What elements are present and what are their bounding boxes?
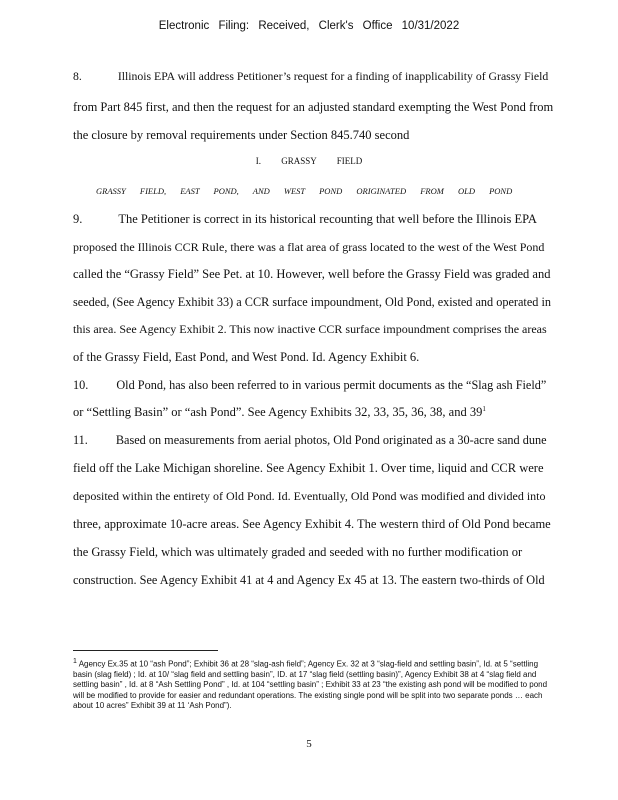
paragraph-11-line-3: deposited within the entirety of Old Pond. Id. Eventually, Old Pond was modified and divided into [73,489,546,503]
paragraph-9-line-5: this area. See Agency Exhibit 2. This now inactive CCR surface impoundment comprises the areas [73,322,547,336]
footnote-marker: 1 [73,658,77,665]
paragraph-8-line-1 [73,70,553,83]
filing-header: Electronic Filing: Received, Clerk's Office 10/31/2022 [158,20,460,32]
paragraph-number: 8. [73,70,82,83]
paragraph-text: or “Settling Basin” or “ash Pond”. See Agency Exhibits 32, 33, 35, 36, 38, and 39 [73,405,483,420]
paragraph-9-line-4: seeded, (See Agency Exhibit 33) a CCR surface impoundment, Old Pond, existed and operated in [73,295,551,309]
paragraph-11-line-4: three, approximate 10-acre areas. See Agency Exhibit 4. The western third of Old Pond became [73,517,551,531]
paragraph-text: The Petitioner is correct in its historical recounting that well before the Illinois EPA [118,212,537,226]
paragraph-text: Old Pond, has also been referred to in various permit documents as the “Slag ash Field” [116,378,547,392]
section-heading: I. GRASSY FIELD [255,156,363,166]
paragraph-9-line-6: of the Grassy Field, East Pond, and West Pond. Id. Agency Exhibit 6. [73,350,420,364]
footnote [73,657,551,711]
paragraph-11-line-1 [73,433,553,448]
paragraph-number: 11. [73,433,88,447]
footnote-divider [73,650,218,651]
paragraph-11-line-5: the Grassy Field, which was ultimately graded and seeded with no further modification or [73,545,523,559]
paragraph-text: Based on measurements from aerial photos, Old Pond originated as a 30-acre sand dune [115,433,547,447]
paragraph-9-line-3: called the “Grassy Field” See Pet. at 10. However, well before the Grassy Field was graded and [73,267,551,281]
paragraph-11-line-2: field off the Lake Michigan shoreline. See Agency Exhibit 1. Over time, liquid and CCR were [73,461,544,475]
paragraph-10-line-1 [73,378,553,393]
paragraph-8-line-2: from Part 845 first, and then the request for an adjusted standard exempting the West Pond from [73,100,554,114]
paragraph-number: 10. [73,378,89,392]
footnote-reference[interactable]: 1 [482,405,486,413]
paragraph-9-line-2: proposed the Illinois CCR Rule, there was a flat area of grass located to the west of the West Pond [73,240,545,254]
paragraph-10-line-2 [73,405,553,420]
page-number: 5 [306,738,312,750]
paragraph-9-line-1 [73,212,553,227]
section-subheading: GRASSY FIELD, EAST POND, AND WEST POND ORIGINATED FROM OLD POND [96,186,513,196]
paragraph-text: Illinois EPA will address Petitioner’s request for a finding of inapplicability of Grassy Field [117,70,549,83]
paragraph-number: 9. [73,212,83,226]
paragraph-8-line-3: the closure by removal requirements under Section 845.740 second [73,128,410,142]
footnote-text: Agency Ex.35 at 10 “ash Pond”; Exhibit 36 at 28 “slag-ash field”; Agency Ex. 32 at 3 “slag-field and settling basin”, Id. at 5 “settling basin (slag field) ; Id. at 10/ “slag field and settling basin”, ID. at 17 “slag field (settling basin)”, Agency Exhibit 38 at 4 “slag field and settling basin” , Id. at 8 “Ash Settling Pond” , Id. at 104 “settling basin” ; Exhibit 33 at 23 “the existing ash pond will be modified to pond will be modified to provide for easier and redundant operations. The existing single pond will be split into two separate ponds … each about 10 acres” Exhibit 39 at 11 ‘Ash Pond”). [73,659,548,710]
paragraph-11-line-6: construction. See Agency Exhibit 41 at 4 and Agency Ex 45 at 13. The eastern two-thirds of Old [73,573,545,587]
